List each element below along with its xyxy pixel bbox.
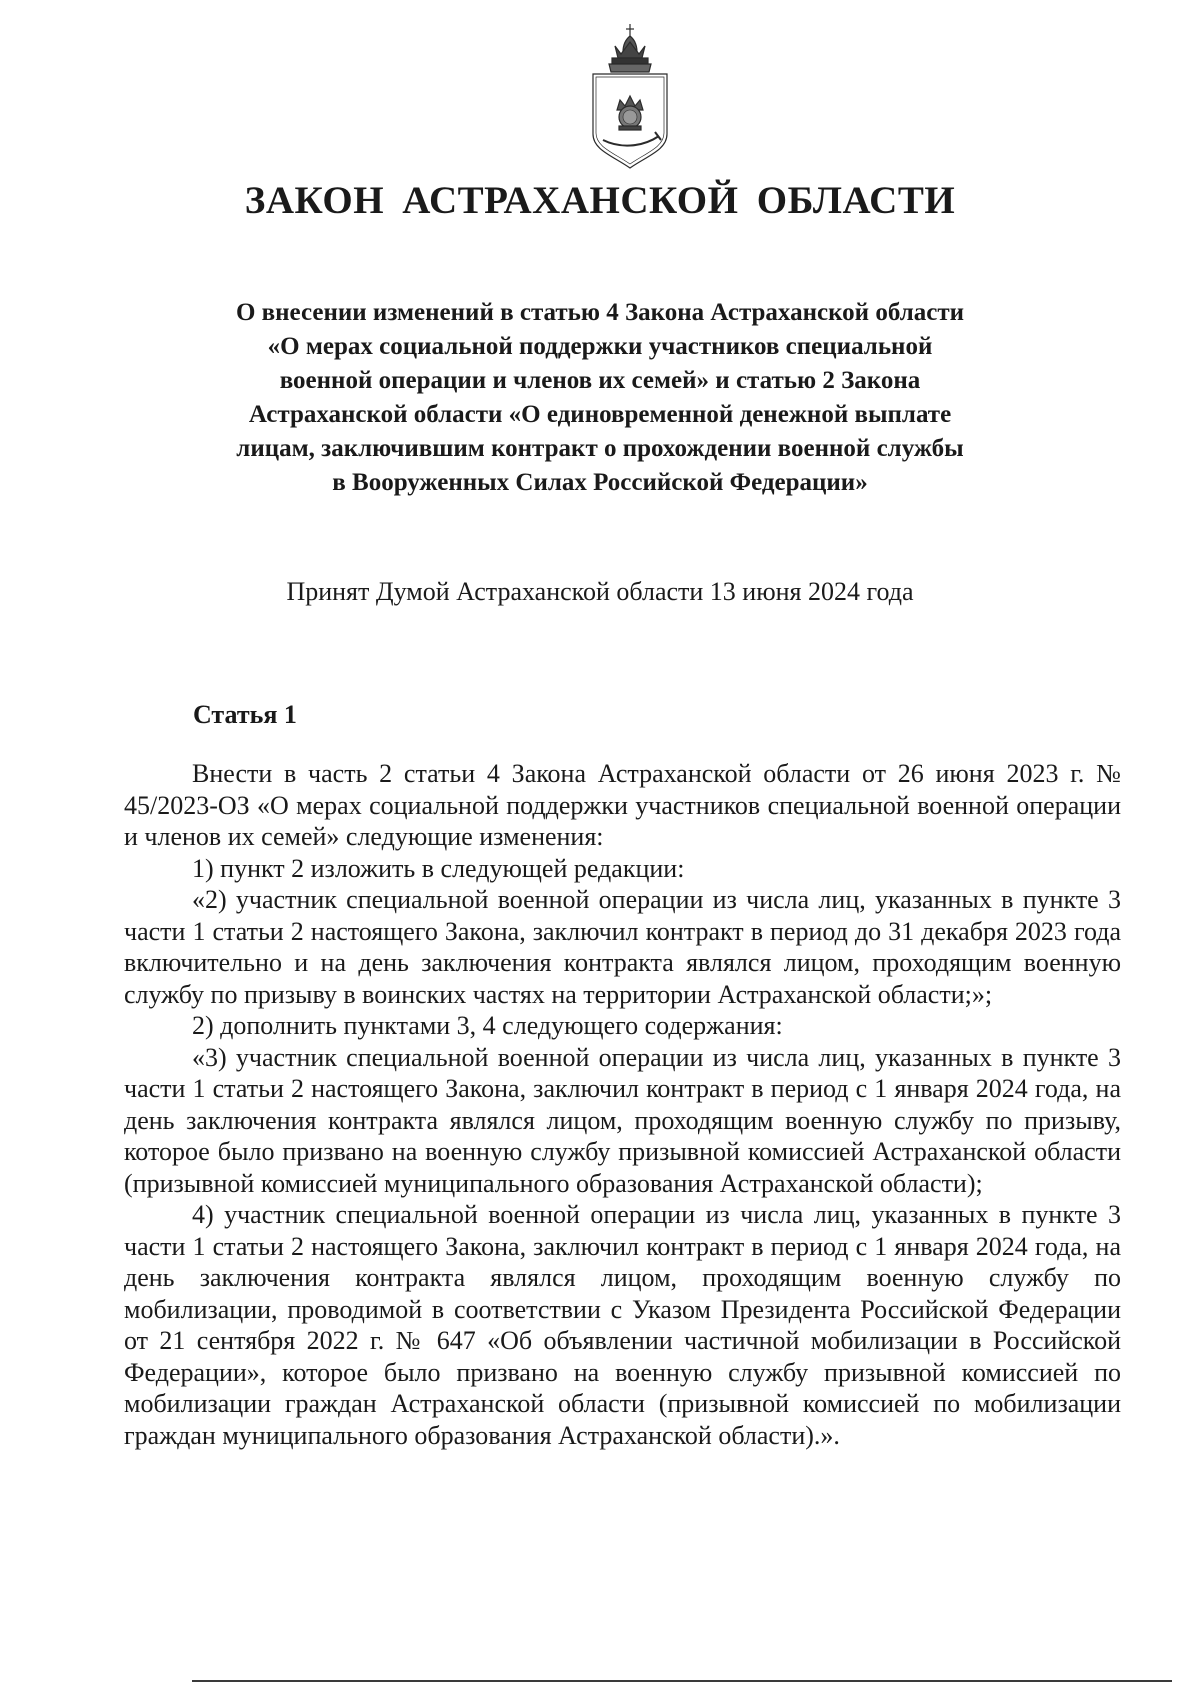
article-paragraph: «2) участник специальной военной операции из числа лиц, указанных в пункте 3 части 1 статьи 2 настоящего Закона, заключил контракт в период до 31 декабря 2023 года включительно и на день заключения контракта являлся лицом, проходящим военную службу по призыву в воинских частях на территории Астраханской области;»; [124, 885, 1121, 1009]
article-paragraph: «3) участник специальной военной операции из числа лиц, указанных в пункте 3 части 1 статьи 2 настоящего Закона, заключил контракт в период с 1 января 2024 года, на день заключения контракта являлся лицом, проходящим военную службу по призыву, которое было призвано на военную службу призывной комиссией Астраханской области (призывной комиссией муниципального образования Астраханской области); [124, 1042, 1121, 1198]
article-paragraph: 2) дополнить пунктами 3, 4 следующего содержания: [192, 1011, 783, 1040]
subject-line: «О мерах социальной поддержки участников специальной [267, 333, 933, 360]
adoption-line: Принят Думой Астраханской области 13 июня 2024 года [286, 577, 914, 606]
article-paragraph: Внести в часть 2 статьи 4 Закона Астраханской области от 26 июня 2023 г. № 45/2023-ОЗ «О мерах социальной поддержки участников специальной военной операции и членов их семей» следующие изменения: [124, 759, 1121, 851]
law-subject [150, 296, 1050, 500]
subject-line: военной операции и членов их семей» и статью 2 Закона [279, 367, 921, 394]
subject-line: в Вооруженных Силах Российской Федерации» [332, 469, 868, 496]
article-paragraph: 1) пункт 2 изложить в следующей редакции: [192, 853, 685, 883]
article-body [124, 758, 1121, 1451]
subject-line: лицам, заключившим контракт о прохождении военной службы [236, 435, 964, 462]
astrakhan-coat-of-arms-icon [585, 22, 675, 170]
subject-line: Астраханской области «О единовременной денежной выплате [248, 401, 952, 428]
page-bottom-rule [192, 1680, 1172, 1682]
article-paragraph: 4) участник специальной военной операции из числа лиц, указанных в пункте 3 части 1 статьи 2 настоящего Закона, заключил контракт в период с 1 января 2024 года, на день заключения контракта являлся лицом, проходящим военную службу по мобилизации, проводимой в соответствии с Указом Президента Российской Федерации от 21 сентября 2022 г. № 647 «Об объявлении частичной мобилизации в Российской Федерации», которое было призвано на военную службу призывной комиссией по мобилизации граждан Астраханской области (призывной комиссией по мобилизации граждан муниципального образования Астраханской области).». [124, 1200, 1121, 1450]
subject-line: О внесении изменений в статью 4 Закона Астраханской области [235, 299, 965, 326]
law-title: ЗАКОН АСТРАХАНСКОЙ ОБЛАСТИ [244, 179, 956, 222]
article-heading: Статья 1 [193, 700, 297, 729]
